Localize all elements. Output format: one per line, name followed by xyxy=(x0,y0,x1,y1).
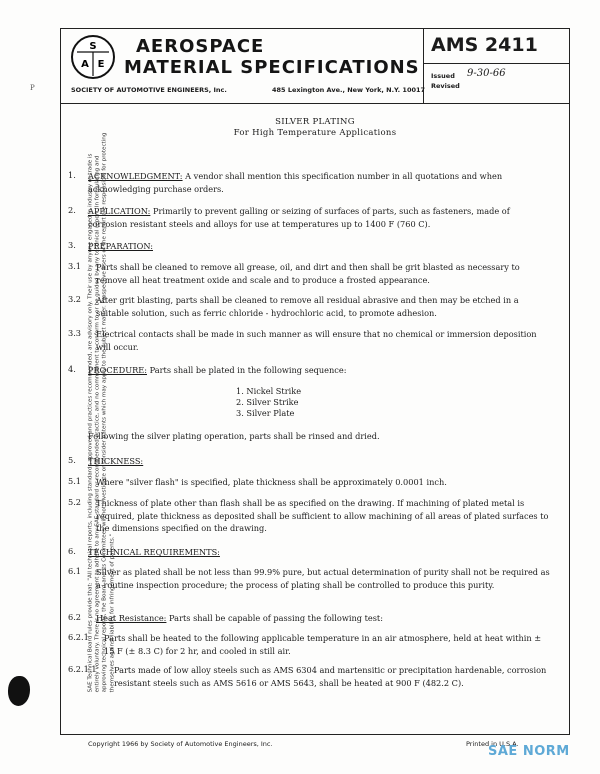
section-heading: ACKNOWLEDGMENT: xyxy=(88,171,183,181)
society-name: SOCIETY OF AUTOMOTIVE ENGINEERS, Inc. xyxy=(71,86,227,94)
section-heading: TECHNICAL REQUIREMENTS: xyxy=(88,547,220,557)
subsection-number: 3.3 xyxy=(68,328,82,338)
section-technical-requirements xyxy=(88,546,550,559)
footer-printed: Printed in U.S.A. xyxy=(466,740,519,748)
section-text: A vendor shall mention this specification number in all quotations and when acknowledging purchase orders. xyxy=(88,171,503,194)
document-title: SILVER PLATING xyxy=(275,117,355,127)
section-application xyxy=(88,205,550,230)
sequence-item: 2. Silver Strike xyxy=(236,397,299,407)
section-preparation xyxy=(88,240,550,253)
subsection-text: Where "silver flash" is specified, plate thickness shall be approximately 0.0001 inch. xyxy=(96,477,447,487)
subsection-number: 3.1 xyxy=(68,261,82,271)
subsection-number: 5.1 xyxy=(68,476,82,486)
subsection-text: Parts shall be heated to the following applicable temperature in an air atmosphere, held at heat within ± 15 F (± 8.3 C) for 2 hr, and cooled in still air. xyxy=(104,633,542,656)
subsection-number: 6.2.1.1 xyxy=(68,664,97,674)
subsection-text: Electrical contacts shall be made in such manner as will ensure that no chemical or immersion deposition will occur. xyxy=(96,329,537,352)
spec-number: AMS 2411 xyxy=(431,34,538,56)
subsection-number: 5.2 xyxy=(68,497,82,507)
watermark-logo: SAE NORM xyxy=(488,744,570,759)
subsection-text: Parts made of low alloy steels such as AMS 6304 and martensitic or precipitation hardenable, corrosion resistant steels such as AMS 5616 or AMS 5643, shall be heated at 900 F (482.2 C). xyxy=(114,665,547,688)
margin-mark: P xyxy=(30,84,35,92)
procedure-after-text: Following the silver plating operation, parts shall be rinsed and dried. xyxy=(88,431,380,441)
sae-logo xyxy=(70,34,116,80)
section-number: 5. xyxy=(68,455,76,465)
footer-copyright: Copyright 1966 by Society of Automotive Engineers, Inc. xyxy=(88,740,273,748)
subsection-number: 6.2.1 xyxy=(68,632,89,642)
subsection-number: 6.2 xyxy=(68,612,82,622)
section-text: Primarily to prevent galling or seizing of surfaces of parts, such as fasteners, made of corrosion resistant steels and alloys for use at temperatures up to 1400 F (760 C). xyxy=(88,206,510,229)
section-heading: APPLICATION: xyxy=(88,206,151,216)
header-title-line1: AEROSPACE xyxy=(136,36,265,57)
spec-number-divider xyxy=(423,63,570,64)
society-address: 485 Lexington Ave., New York, N.Y. 10017 xyxy=(272,86,426,94)
issued-label: Issued xyxy=(431,72,455,80)
subsection-number: 6.1 xyxy=(68,566,82,576)
header-divider xyxy=(60,103,570,104)
subsection-heat-resistance xyxy=(96,612,550,625)
section-number: 3. xyxy=(68,240,76,250)
subsection-text: After grit blasting, parts shall be cleaned to remove all residual abrasive and then may be etched in a suitable solution, such as ferric chloride - hydrochloric acid, to promote adhesion. xyxy=(96,295,519,318)
document-subtitle: For High Temperature Applications xyxy=(233,128,397,138)
logo-letter-s: S xyxy=(89,41,97,52)
side-notice: SAE Technical Board rules provide that: "All technical reports, including standards approved and practices recommended, are advisory only. Their use by anyone engaged in industry or trade is entirely voluntary. There is no agreement to adhere to any SAE standard or recommended practice, and no commitment to conform to or be guided by any technical report. In formulating and approving technical reports, the Board and its Committees will not investigate or consider patents which may apply to the subject matter. Prospective users of the report are responsible for protecting themselves against liability for infringement of patents." xyxy=(87,132,116,693)
subsection-text: Parts shall be cleaned to remove all grease, oil, and dirt and then shall be grit blasted as necessary to remove all heat treatment oxide and scale and to produce a frosted appearance. xyxy=(96,262,520,285)
section-heading: PROCEDURE: xyxy=(88,365,147,375)
section-thickness xyxy=(88,455,550,468)
section-text: Parts shall be plated in the following sequence: xyxy=(149,365,347,375)
subsection-text: Thickness of plate other than flash shall be as specified on the drawing. If machining of plated metal is required, plate thickness as deposited shall be sufficient to allow machining of all areas of plated surfaces to the dimensions specified on the drawing. xyxy=(96,498,549,534)
section-heading: PREPARATION: xyxy=(88,241,153,251)
sequence-item: 3. Silver Plate xyxy=(236,408,295,418)
issued-date: 9-30-66 xyxy=(467,68,506,79)
logo-letter-a: A xyxy=(81,59,89,70)
section-text: Parts shall be capable of passing the following test: xyxy=(169,613,383,623)
section-acknowledgment xyxy=(88,170,550,195)
sequence-item: 1. Nickel Strike xyxy=(236,386,302,396)
section-heading: THICKNESS: xyxy=(88,456,144,466)
logo-letter-e: E xyxy=(97,59,105,70)
subsection-number: 3.2 xyxy=(68,294,82,304)
section-number: 6. xyxy=(68,546,76,556)
section-procedure xyxy=(88,364,550,377)
section-heading: Heat Resistance: xyxy=(96,613,167,623)
punch-hole-mark xyxy=(8,676,30,706)
header-title-line2: MATERIAL SPECIFICATIONS xyxy=(124,57,420,78)
section-number: 4. xyxy=(68,364,76,374)
subsection-text: Silver as plated shall be not less than 99.9% pure, but actual determination of purity shall not be required as a routine inspection procedure; the process of plating shall be controlled to produce this purity. xyxy=(96,567,550,590)
revised-label: Revised xyxy=(431,82,460,90)
section-number: 1. xyxy=(68,170,76,180)
section-number: 2. xyxy=(68,205,76,215)
